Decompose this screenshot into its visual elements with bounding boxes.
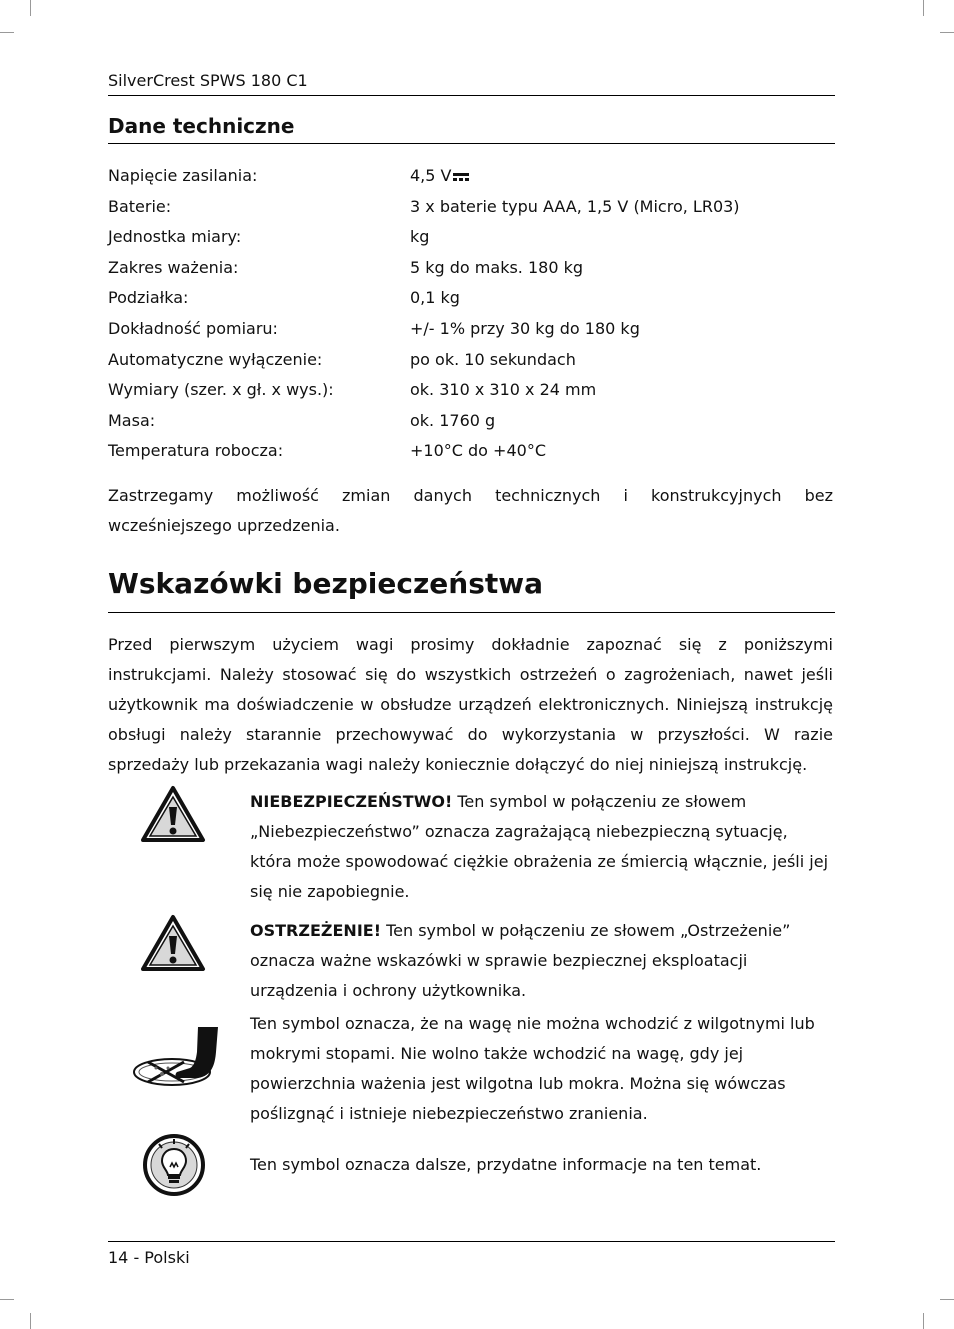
wet-feet-icon <box>132 1024 220 1090</box>
spec-value: po ok. 10 sekundach <box>410 349 576 369</box>
tech-data-heading-text: Dane techniczne <box>108 114 295 138</box>
crop-mark <box>0 32 14 33</box>
wet-feet-note: Ten symbol oznacza, że na wagę nie można wchodzić z wilgotnymi lub mokrymi stopami. Nie wolno także wchodzić na wagę, gdy jej powierzchnia ważenia jest wilgotna lub mokra. Można się wówczas poślizgnąć i istnieje niebezpieczeństwo zranienia. <box>250 1014 815 1123</box>
spec-row <box>108 193 835 224</box>
safety-heading-text: Wskazówki bezpieczeństwa <box>108 567 544 600</box>
spec-row <box>108 284 835 315</box>
spec-label: Wymiary (szer. x gł. x wys.): <box>108 380 334 400</box>
spec-value: ok. 310 x 310 x 24 mm <box>410 380 597 400</box>
danger-text: Ten symbol w połączeniu ze słowem „Niebezpieczeństwo” oznacza zagrażającą niebezpieczną sytuację, która może spowodować ciężkie obrażenia ze śmiercią włącznie, jeśli jej się nie zapobiegnie. <box>250 792 829 901</box>
spec-value: 3 x baterie typu AAA, 1,5 V (Micro, LR03) <box>410 196 740 216</box>
lightbulb-icon <box>142 1133 206 1197</box>
spec-value: 5 kg do maks. 180 kg <box>410 257 584 277</box>
spec-value: 0,1 kg <box>410 288 460 308</box>
safety-heading <box>108 562 835 613</box>
spec-row <box>108 346 835 377</box>
warning-note <box>250 916 833 1006</box>
warning-text: Ten symbol w połączeniu ze słowem „Ostrzeżenie” oznacza ważne wskazówki w sprawie bezpiecznej eksploatacji urządzenia i ochrony użytkownika. <box>250 921 791 1000</box>
spec-label: Baterie: <box>108 196 172 216</box>
spec-value: +/- 1% przy 30 kg do 180 kg <box>410 318 640 338</box>
dc-symbol-icon <box>453 172 469 182</box>
spec-row <box>108 437 835 468</box>
spec-label: Automatyczne wyłączenie: <box>108 349 323 369</box>
spec-row <box>108 407 835 438</box>
spec-label: Jednostka miary: <box>108 227 242 247</box>
danger-keyword: NIEBEZPIECZEŃSTWO! <box>250 792 453 811</box>
page-header <box>108 68 835 96</box>
document-title: SilverCrest SPWS 180 C1 <box>108 71 308 90</box>
spec-value: ok. 1760 g <box>410 410 496 430</box>
crop-mark <box>30 0 31 16</box>
page-footer <box>108 1241 835 1267</box>
spec-row <box>108 223 835 254</box>
spec-row <box>108 162 835 193</box>
spec-row <box>108 254 835 285</box>
danger-note <box>250 787 833 907</box>
spec-row <box>108 376 835 407</box>
info-note: Ten symbol oznacza dalsze, przydatne informacje na ten temat. <box>250 1155 762 1174</box>
crop-mark <box>923 0 924 16</box>
spec-row <box>108 315 835 346</box>
crop-mark <box>923 1313 924 1329</box>
spec-label: Masa: <box>108 410 156 430</box>
spec-label: Zakres ważenia: <box>108 257 239 277</box>
spec-value: +10°C do +40°C <box>410 441 546 461</box>
warning-keyword: OSTRZEŻENIE! <box>250 921 381 940</box>
spec-value: kg <box>410 227 430 247</box>
crop-mark <box>0 1299 14 1300</box>
safety-intro: Przed pierwszym użyciem wagi prosimy dokładnie zapoznać się z poniższymi instrukcjami. Należy stosować się do wszystkich ostrzeżeń o zagrożeniach, nawet jeśli użytkownik ma doświadczenie w obsłudze urządzeń elektronicznych. Niniejszą instrukcję obsługi należy starannie przechowywać do wykorzystania w przyszłości. W razie sprzedaży lub przekazania wagi należy koniecznie dołączyć do niej niniejszą instrukcję. <box>108 635 833 774</box>
spec-label: Napięcie zasilania: <box>108 166 258 185</box>
tech-data-heading <box>108 112 835 144</box>
spec-value: 4,5 V <box>410 162 469 190</box>
tech-change-note: Zastrzegamy możliwość zmian danych technicznych i konstrukcyjnych bez wcześniejszego uprzedzenia. <box>108 486 833 535</box>
warning-triangle-icon <box>140 914 206 972</box>
crop-mark <box>940 32 954 33</box>
danger-triangle-icon <box>140 785 206 843</box>
spec-label: Podziałka: <box>108 288 189 308</box>
crop-mark <box>30 1313 31 1329</box>
tech-spec-table <box>108 162 835 468</box>
spec-label: Temperatura robocza: <box>108 441 284 461</box>
crop-mark <box>940 1299 954 1300</box>
page-number: 14 - Polski <box>108 1248 190 1267</box>
spec-label: Dokładność pomiaru: <box>108 318 278 338</box>
